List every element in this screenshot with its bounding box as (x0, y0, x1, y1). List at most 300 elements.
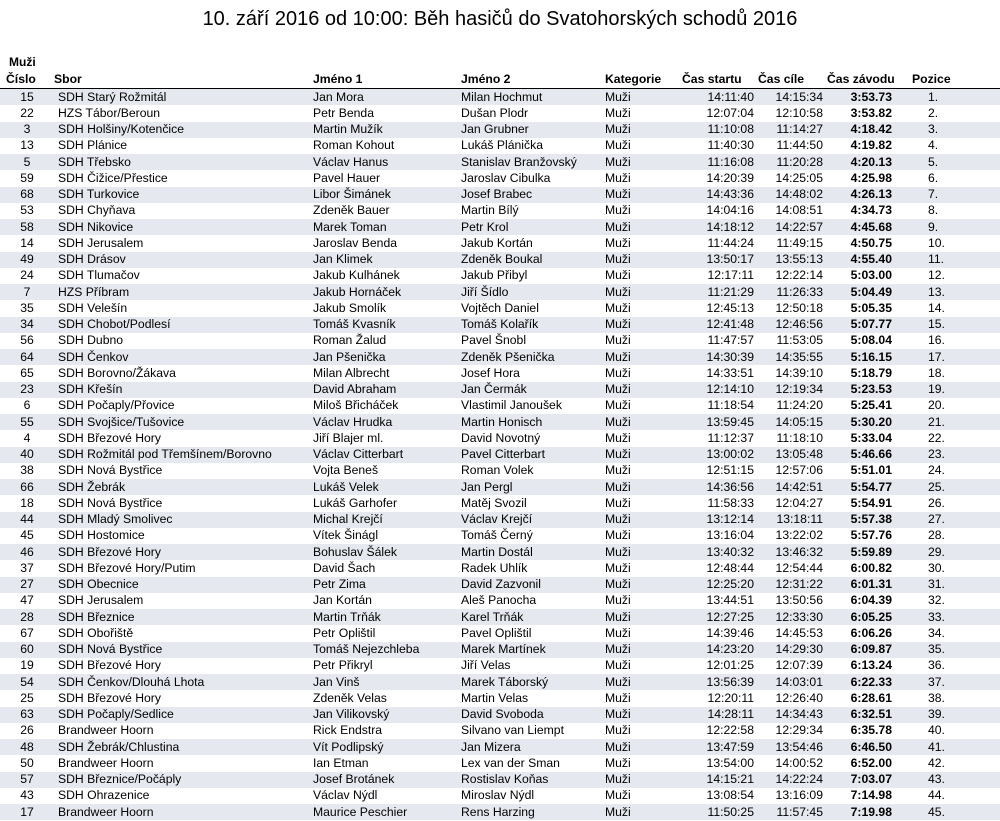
cell-kategorie: Muži (605, 187, 682, 203)
cell-cislo: 47 (20, 593, 34, 608)
cell-jmeno2: Aleš Panocha (461, 593, 537, 608)
cell-cas-cile: 11:49:15 (776, 235, 823, 250)
cell-cas-startu: 12:17:11 (707, 268, 754, 283)
cell-cas-cile: 12:57:06 (775, 463, 823, 478)
cell-pozice: 41. (898, 739, 1000, 755)
cell-cislo: 45 (20, 528, 34, 543)
cell-sbor: SDH Chobot/Podlesí (54, 317, 313, 333)
cell-sbor: SDH Třebsko (54, 154, 313, 170)
cell-cas-cile: 13:46:32 (758, 544, 827, 560)
table-row (0, 333, 1000, 349)
cell-sbor: SDH Čenkov (54, 349, 313, 365)
table-row (0, 154, 1000, 170)
cell-cas-startu: 14:18:12 (682, 219, 758, 235)
cell-pozice: 28. (928, 528, 945, 543)
cell-cas-zavodu: 4:26.13 (827, 187, 898, 203)
cell-kategorie: Muži (605, 642, 682, 658)
cell-cislo: 19 (20, 658, 34, 673)
cell-kategorie: Muži (605, 495, 631, 510)
cell-kategorie: Muži (605, 593, 631, 608)
cell-cislo: 60 (0, 642, 54, 658)
cell-cislo: 5 (0, 154, 54, 170)
cell-cas-cile: 14:03:01 (758, 674, 827, 690)
cell-jmeno2: Silvano van Liempt (461, 723, 564, 738)
table-row (0, 170, 1000, 186)
cell-cas-startu: 13:50:17 (682, 252, 758, 268)
cell-cas-startu: 11:12:37 (707, 430, 754, 445)
cell-kategorie: Muži (605, 755, 631, 770)
cell-kategorie: Muži (605, 333, 631, 348)
cell-pozice: 32. (928, 593, 945, 608)
table-row (0, 739, 1000, 755)
cell-sbor: HZS Tábor/Beroun (58, 105, 161, 120)
table-row (0, 479, 1000, 495)
cell-cislo: 35 (20, 300, 34, 315)
cell-cas-startu: 11:50:25 (682, 804, 758, 820)
cell-kategorie: Muži (605, 138, 631, 153)
cell-kategorie: Muži (605, 252, 682, 268)
cell-jmeno1: Petr Zima (313, 577, 461, 593)
cell-kategorie: Muži (605, 674, 682, 690)
cell-jmeno2: David Zazvonil (461, 577, 605, 593)
cell-cas-cile: 13:16:09 (775, 788, 823, 803)
cell-jmeno2: Martin Velas (461, 690, 529, 705)
cell-cas-cile: 14:05:15 (758, 414, 827, 430)
cell-sbor: SDH Jerusalem (58, 593, 144, 608)
cell-cas-zavodu: 6:46.50 (827, 739, 898, 755)
cell-jmeno1: Roman Žalud (313, 333, 387, 348)
cell-jmeno2: Martin Dostál (461, 544, 605, 560)
cell-pozice: 38. (928, 690, 945, 705)
table-row (0, 349, 1000, 365)
cell-sbor: SDH Tlumačov (58, 268, 140, 283)
cell-sbor: SDH Březové Hory/Putim (58, 560, 196, 575)
header-pozice: Pozice (898, 70, 1000, 89)
cell-cas-startu: 12:25:20 (682, 577, 758, 593)
cell-cas-zavodu: 5:33.04 (850, 430, 892, 445)
cell-kategorie: Muži (605, 772, 682, 788)
cell-cislo: 7 (0, 284, 54, 300)
cell-kategorie: Muži (605, 105, 631, 120)
cell-jmeno2: Karel Trňák (461, 609, 605, 625)
cell-kategorie: Muži (605, 219, 682, 235)
table-row (0, 268, 1000, 284)
header-cas-cile: Čas cíle (758, 70, 827, 89)
cell-jmeno2: David Novotný (461, 430, 541, 445)
cell-sbor: SDH Chyňava (58, 203, 136, 218)
cell-sbor: Brandweer Hoorn (54, 804, 313, 820)
cell-jmeno2: Milan Hochmut (461, 89, 605, 106)
cell-cislo: 26 (20, 723, 34, 738)
cell-cas-cile: 14:34:43 (758, 707, 827, 723)
cell-jmeno2: Zdeněk Boukal (461, 252, 605, 268)
cell-jmeno2: Dušan Plodr (461, 105, 529, 120)
cell-kategorie: Muži (605, 365, 631, 380)
cell-jmeno1: Jan Klimek (313, 252, 461, 268)
cell-jmeno2: Zdeněk Pšenička (461, 349, 605, 365)
cell-pozice: 9. (898, 219, 1000, 235)
cell-cas-zavodu: 6:00.82 (850, 560, 892, 575)
cell-cas-cile: 12:10:58 (775, 105, 823, 120)
table-row (0, 804, 1000, 820)
cell-jmeno1: Petr Oplištil (313, 625, 376, 640)
cell-cas-zavodu: 5:46.66 (827, 447, 898, 463)
cell-jmeno2: Josef Hora (461, 365, 520, 380)
cell-kategorie: Muži (605, 625, 631, 640)
cell-cas-startu: 14:15:21 (682, 772, 758, 788)
cell-cas-zavodu: 5:25.41 (850, 398, 892, 413)
table-row (0, 642, 1000, 658)
cell-cislo: 6 (23, 398, 31, 413)
cell-jmeno1: Michal Krejčí (313, 512, 461, 528)
cell-cislo: 67 (20, 625, 34, 640)
cell-cas-zavodu: 7:19.98 (827, 804, 898, 820)
cell-cas-zavodu: 6:04.39 (850, 593, 892, 608)
cell-cas-cile: 13:05:48 (758, 447, 827, 463)
cell-cas-cile: 12:31:22 (758, 577, 827, 593)
cell-cas-startu: 13:59:45 (682, 414, 758, 430)
cell-jmeno1: Jan Pšenička (313, 349, 461, 365)
table-row (0, 658, 1000, 674)
cell-cas-cile: 14:42:51 (758, 479, 827, 495)
cell-sbor: SDH Žebrák (54, 479, 313, 495)
cell-cislo: 64 (0, 349, 54, 365)
table-row (0, 235, 1000, 251)
cell-cas-startu: 12:45:13 (706, 300, 754, 315)
cell-pozice: 35. (898, 642, 1000, 658)
cell-pozice: 12. (928, 268, 945, 283)
cell-cas-startu: 11:16:08 (682, 154, 758, 170)
cell-kategorie: Muži (605, 658, 631, 673)
cell-kategorie: Muži (605, 398, 631, 413)
page-title: 10. září 2016 od 10:00: Běh hasičů do Svatohorských schodů 2016 (202, 8, 798, 30)
cell-pozice: 16. (928, 333, 945, 348)
cell-pozice: 15. (898, 317, 1000, 333)
cell-cas-zavodu: 4:20.13 (827, 154, 898, 170)
cell-cas-startu: 13:54:00 (706, 755, 754, 770)
cell-jmeno1: Tomáš Nejezchleba (313, 642, 461, 658)
header-cas-startu: Čas startu (682, 70, 758, 89)
cell-jmeno2: Rostislav Koňas (461, 772, 605, 788)
cell-jmeno2: Martin Bílý (461, 203, 519, 218)
cell-sbor: SDH Turkovice (54, 187, 313, 203)
cell-cas-zavodu: 5:23.53 (827, 382, 898, 398)
cell-cas-startu: 11:58:33 (707, 495, 754, 510)
cell-sbor: SDH Nikovice (54, 219, 313, 235)
cell-cas-cile: 13:50:56 (775, 593, 823, 608)
cell-jmeno1: Jakub Hornáček (313, 284, 461, 300)
table-row (0, 528, 1000, 544)
cell-pozice: 2. (928, 105, 939, 120)
cell-jmeno2: Miroslav Nýdl (461, 788, 535, 803)
cell-jmeno1: Jakub Kulhánek (313, 268, 400, 283)
cell-pozice: 42. (928, 755, 945, 770)
cell-cas-startu: 11:40:30 (707, 138, 754, 153)
cell-jmeno2: Stanislav Branžovský (461, 154, 605, 170)
cell-cas-zavodu: 5:16.15 (827, 349, 898, 365)
cell-jmeno1: Pavel Hauer (313, 170, 381, 185)
cell-cas-zavodu: 4:45.68 (827, 219, 898, 235)
cell-cas-startu: 11:44:24 (707, 235, 754, 250)
cell-cas-startu: 12:22:58 (706, 723, 754, 738)
cell-pozice: 30. (928, 560, 945, 575)
cell-cas-zavodu: 3:53.82 (850, 105, 892, 120)
cell-kategorie: Muži (605, 414, 682, 430)
cell-cas-zavodu: 4:18.42 (827, 122, 898, 138)
cell-kategorie: Muži (605, 512, 682, 528)
cell-cas-zavodu: 6:05.25 (827, 609, 898, 625)
cell-cislo: 22 (20, 105, 34, 120)
table-row (0, 495, 1000, 511)
cell-cas-cile: 14:08:51 (775, 203, 823, 218)
cell-sbor: Brandweer Hoorn (58, 723, 154, 738)
cell-cislo: 25 (20, 690, 34, 705)
cell-pozice: 20. (928, 398, 945, 413)
cell-sbor: Brandweer Hoorn (58, 755, 154, 770)
cell-cas-cile: 11:26:33 (758, 284, 827, 300)
cell-pozice: 1. (898, 89, 1000, 106)
cell-kategorie: Muži (605, 235, 631, 250)
cell-kategorie: Muži (605, 382, 682, 398)
cell-cas-zavodu: 4:50.75 (850, 235, 892, 250)
table-row (0, 138, 1000, 154)
cell-jmeno2: Radek Uhlík (461, 560, 528, 575)
cell-kategorie: Muži (605, 479, 682, 495)
cell-cas-startu: 14:39:46 (706, 625, 754, 640)
cell-cislo: 34 (0, 317, 54, 333)
cell-cas-startu: 12:14:10 (682, 382, 758, 398)
cell-sbor: SDH Borovno/Žákava (58, 365, 176, 380)
cell-kategorie: Muži (605, 349, 682, 365)
cell-cas-startu: 12:27:25 (682, 609, 758, 625)
table-row (0, 690, 1000, 706)
cell-pozice: 44. (928, 788, 945, 803)
cell-cas-startu: 14:30:39 (682, 349, 758, 365)
cell-kategorie: Muži (605, 300, 631, 315)
cell-cislo: 50 (20, 755, 34, 770)
cell-pozice: 3. (898, 122, 1000, 138)
cell-cas-zavodu: 5:54.91 (850, 495, 892, 510)
table-row (0, 593, 1000, 609)
table-row (0, 723, 1000, 739)
table-row (0, 187, 1000, 203)
cell-jmeno1: Václav Hrudka (313, 414, 461, 430)
header-kategorie: Kategorie (605, 70, 682, 89)
cell-jmeno2: Jakub Kortán (461, 235, 533, 250)
cell-cas-startu: 13:12:14 (682, 512, 758, 528)
table-row (0, 430, 1000, 446)
cell-pozice: 43. (898, 772, 1000, 788)
cell-jmeno1: Zdeněk Bauer (313, 203, 390, 218)
header-row (0, 70, 1000, 89)
cell-cas-cile: 13:55:13 (758, 252, 827, 268)
cell-cas-cile: 14:45:53 (775, 625, 823, 640)
cell-pozice: 22. (928, 430, 945, 445)
cell-kategorie: Muži (605, 690, 631, 705)
cell-pozice: 29. (898, 544, 1000, 560)
cell-cas-zavodu: 4:25.98 (850, 170, 892, 185)
cell-pozice: 13. (898, 284, 1000, 300)
cell-cas-startu: 12:48:44 (706, 560, 754, 575)
cell-cas-cile: 13:18:11 (758, 512, 827, 528)
table-row (0, 447, 1000, 463)
cell-jmeno1: Václav Hanus (313, 154, 461, 170)
cell-cas-zavodu: 4:34.73 (850, 203, 892, 218)
table-row (0, 544, 1000, 560)
cell-jmeno2: Jan Grubner (461, 122, 605, 138)
table-row (0, 609, 1000, 625)
cell-jmeno1: Petr Přikryl (313, 658, 373, 673)
cell-cas-startu: 14:11:40 (682, 89, 758, 106)
cell-kategorie: Muži (605, 430, 631, 445)
cell-sbor: SDH Starý Rožmitál (54, 89, 313, 106)
cell-jmeno1: David Abraham (313, 382, 461, 398)
cell-jmeno2: Jan Čermák (461, 382, 605, 398)
cell-kategorie: Muži (605, 707, 682, 723)
cell-cas-zavodu: 5:57.38 (827, 512, 898, 528)
cell-kategorie: Muži (605, 203, 631, 218)
cell-jmeno2: Matěj Svozil (461, 495, 527, 510)
cell-cislo: 17 (0, 804, 54, 820)
table-row (0, 219, 1000, 235)
cell-cislo: 3 (0, 122, 54, 138)
cell-pozice: 40. (928, 723, 945, 738)
cell-cas-cile: 12:07:39 (775, 658, 823, 673)
cell-jmeno2: Pavel Oplištil (461, 625, 532, 640)
cell-cas-zavodu: 5:30.20 (827, 414, 898, 430)
cell-jmeno1: Rick Endstra (313, 723, 383, 738)
cell-jmeno1: Roman Kohout (313, 138, 395, 153)
cell-cislo: 23 (0, 382, 54, 398)
cell-cas-cile: 14:25:05 (775, 170, 823, 185)
cell-kategorie: Muži (605, 317, 682, 333)
cell-sbor: SDH Březové Hory (58, 658, 161, 673)
cell-cas-startu: 11:18:54 (707, 398, 754, 413)
cell-sbor: SDH Březnice/Počáply (54, 772, 313, 788)
cell-cislo: 13 (20, 138, 34, 153)
header-jmeno2: Jméno 2 (461, 70, 605, 89)
cell-cas-cile: 11:57:45 (758, 804, 827, 820)
cell-cas-cile: 11:14:27 (758, 122, 827, 138)
cell-cislo: 24 (20, 268, 34, 283)
cell-pozice: 34. (928, 625, 945, 640)
cell-cas-zavodu: 3:53.73 (827, 89, 898, 106)
cell-cas-startu: 14:28:11 (682, 707, 758, 723)
cell-cas-zavodu: 7:14.98 (850, 788, 892, 803)
cell-cas-startu: 14:20:39 (706, 170, 754, 185)
cell-jmeno1: Zdeněk Velas (313, 690, 387, 705)
cell-cas-cile: 14:22:24 (758, 772, 827, 788)
cell-cas-cile: 14:22:57 (758, 219, 827, 235)
cell-cas-zavodu: 5:08.04 (850, 333, 892, 348)
cell-cas-cile: 12:46:56 (758, 317, 827, 333)
table-row (0, 625, 1000, 641)
cell-cas-startu: 11:21:29 (682, 284, 758, 300)
cell-pozice: 5. (898, 154, 1000, 170)
cell-cas-zavodu: 5:59.89 (827, 544, 898, 560)
cell-cas-cile: 12:19:34 (758, 382, 827, 398)
cell-cas-cile: 12:29:34 (775, 723, 823, 738)
cell-pozice: 18. (928, 365, 945, 380)
cell-cas-startu: 14:23:20 (682, 642, 758, 658)
cell-cas-zavodu: 6:01.31 (827, 577, 898, 593)
cell-cas-cile: 11:18:10 (776, 430, 823, 445)
cell-cislo: 15 (0, 89, 54, 106)
cell-pozice: 17. (898, 349, 1000, 365)
cell-jmeno1: Maurice Peschier (313, 804, 461, 820)
cell-cas-zavodu: 5:04.49 (827, 284, 898, 300)
cell-cas-startu: 13:40:32 (682, 544, 758, 560)
cell-cislo: 4 (23, 430, 31, 445)
cell-jmeno2: Josef Brabec (461, 187, 605, 203)
cell-cislo: 46 (0, 544, 54, 560)
cell-jmeno2: Petr Krol (461, 219, 605, 235)
cell-cislo: 27 (0, 577, 54, 593)
cell-cas-startu: 13:44:51 (706, 593, 754, 608)
cell-pozice: 37. (898, 674, 1000, 690)
cell-jmeno1: Václav Citterbart (313, 447, 461, 463)
cell-cas-zavodu: 6:32.51 (827, 707, 898, 723)
cell-cas-zavodu: 5:54.77 (827, 479, 898, 495)
cell-cas-startu: 11:47:57 (707, 333, 754, 348)
table-row (0, 560, 1000, 576)
table-row (0, 365, 1000, 381)
cell-cas-zavodu: 5:07.77 (827, 317, 898, 333)
cell-cas-startu: 11:10:08 (682, 122, 758, 138)
cell-jmeno2: Václav Krejčí (461, 512, 605, 528)
cell-sbor: SDH Žebrák/Chlustina (54, 739, 313, 755)
table-row (0, 382, 1000, 398)
cell-sbor: SDH Nová Bystřice (58, 495, 163, 510)
header-sbor: Sbor (54, 70, 313, 89)
cell-pozice: 45. (898, 804, 1000, 820)
header-cas-zavodu: Čas závodu (827, 70, 898, 89)
cell-cislo: 63 (0, 707, 54, 723)
cell-jmeno2: Jakub Přibyl (461, 268, 528, 283)
cell-cas-startu: 13:00:02 (682, 447, 758, 463)
cell-kategorie: Muži (605, 739, 682, 755)
cell-pozice: 24. (928, 463, 945, 478)
cell-cas-startu: 14:36:56 (682, 479, 758, 495)
cell-jmeno1: Vít Podlipský (313, 739, 461, 755)
cell-cas-cile: 14:29:30 (758, 642, 827, 658)
cell-cas-zavodu: 6:35.78 (850, 723, 892, 738)
cell-sbor: SDH Nová Bystřice (58, 463, 163, 478)
cell-cas-startu: 12:41:48 (682, 317, 758, 333)
cell-pozice: 25. (898, 479, 1000, 495)
cell-cislo: 57 (0, 772, 54, 788)
cell-jmeno1: Josef Brotánek (313, 772, 461, 788)
cell-pozice: 4. (928, 138, 939, 153)
cell-cas-cile: 11:24:20 (776, 398, 823, 413)
cell-jmeno1: David Šach (313, 560, 376, 575)
cell-cas-cile: 12:22:14 (775, 268, 823, 283)
cell-cas-zavodu: 5:18.79 (850, 365, 892, 380)
cell-jmeno2: Rens Harzing (461, 804, 605, 820)
cell-kategorie: Muži (605, 609, 682, 625)
cell-pozice: 27. (898, 512, 1000, 528)
table-row (0, 398, 1000, 414)
cell-jmeno1: Miloš Břicháček (313, 398, 399, 413)
cell-cas-zavodu: 5:57.76 (850, 528, 892, 543)
table-row (0, 512, 1000, 528)
cell-cas-cile: 12:54:44 (775, 560, 823, 575)
cell-cislo: 55 (0, 414, 54, 430)
cell-jmeno1: Petr Benda (313, 105, 374, 120)
cell-cas-startu: 14:04:16 (706, 203, 754, 218)
cell-jmeno1: Vojta Beneš (313, 463, 379, 478)
cell-sbor: SDH Březové Hory (58, 430, 161, 445)
